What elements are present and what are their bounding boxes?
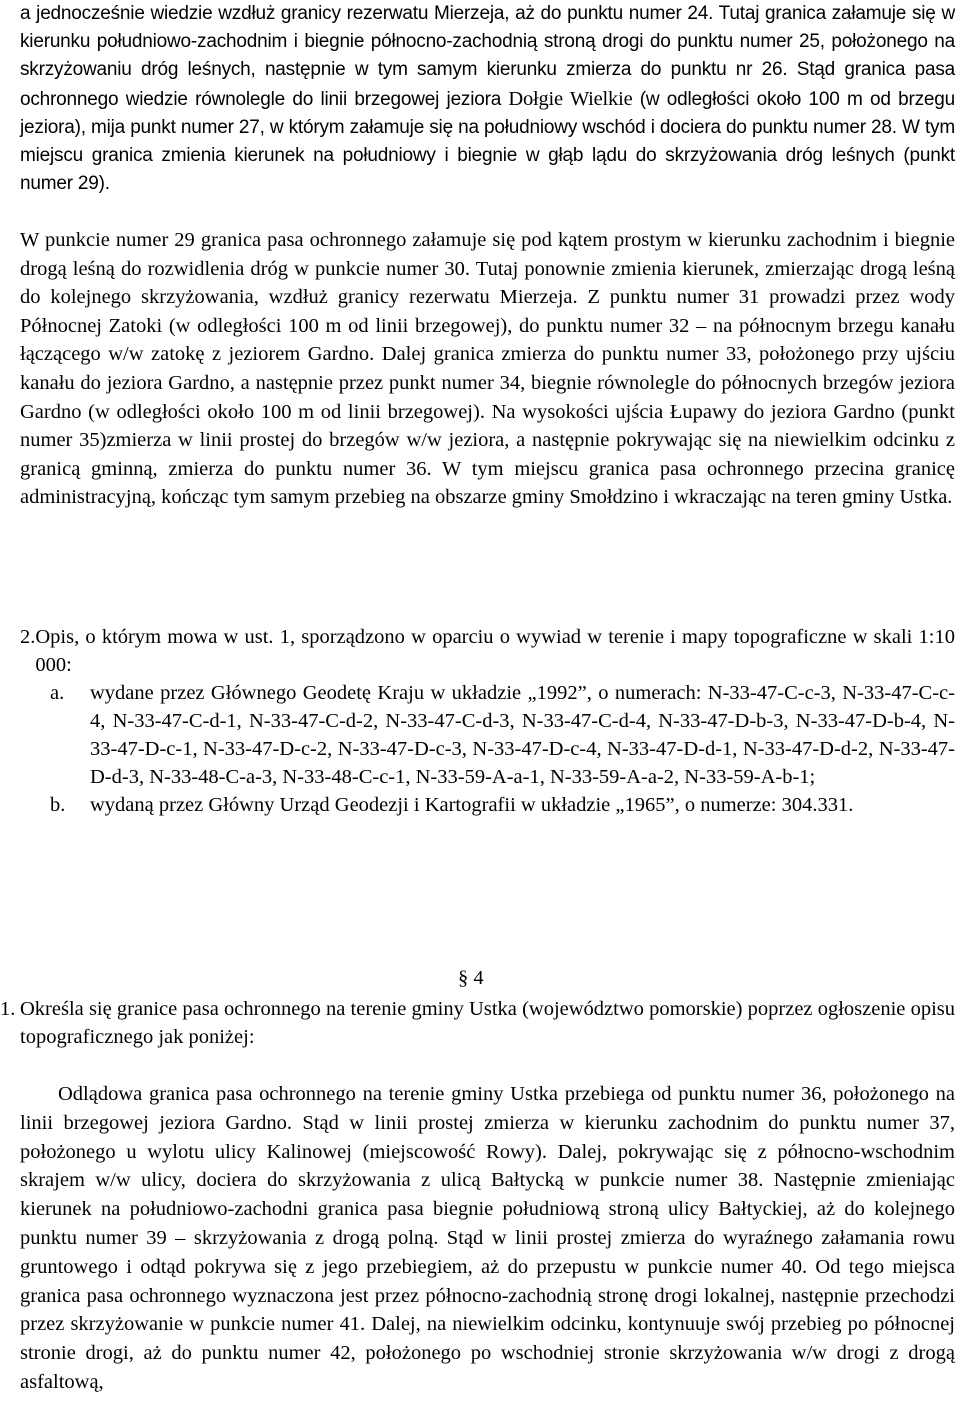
sub-list-text: wydane przez Głównego Geodetę Kraju w układzie „1992”, o numerach: N-33-47-C-c-3, N-33-47-C-c-4, N-33-47-C-d-1, N-33-47-C-d-2, N-33-47-C-d-3, N-33-47-C-d-4, N-33-47-D-b-3, N-33-47-D-b-4, N-33-47-D-c-1, N-33-47-D-c-2, N-33-47-D-c-3, N-33-47-D-c-4, N-33-47-D-d-1, N-33-47-D-d-2, N-33-47-D-d-3, N-33-48-C-a-3, N-33-48-C-c-1, N-33-59-A-a-1, N-33-59-A-a-2, N-33-59-A-b-1; bbox=[90, 682, 955, 788]
paragraph-boundary-description bbox=[20, 0, 955, 198]
sub-list-letter: a. bbox=[50, 682, 65, 704]
sub-list-item-a bbox=[50, 679, 955, 791]
list-number: 1. bbox=[0, 998, 16, 1020]
paragraph-text-sans: a jednocześnie wiedzie wzdłuż granicy rezerwatu Mierzeja, aż do punktu numer 24. Tutaj granica załamuje się w kierunku południowo-zachodnim i biegnie północno-zachodnią stroną drogi do punktu numer 25, położonego na skrzyżowaniu dróg leśnych, następnie w tym samym kierunku zmierza do punktu nr 26. Stąd granica pasa ochronnego wiedzie równolegle do linii brzegowej jeziora bbox=[20, 3, 955, 110]
section-heading: § 4 bbox=[458, 967, 484, 989]
paragraph-points-29-36: W punkcie numer 29 granica pasa ochronnego załamuje się pod kątem prostym w kierunku zachodnim i biegnie drogą leśną do rozwidlenia dróg w punkcie numer 30. Tutaj ponownie zmienia kierunek, zmierzając drogą leśną do kolejnego skrzyżowania, wzdłuż granicy rezerwatu Mierzeja. Z punktu numer 31 prowadzi przez wody Północnej Zatoki (w odległości 100 m od linii brzegowej), do punktu numer 32 – na północnym brzegu kanału łączącego w/w zatokę z jeziorem Gardno. Dalej granica zmierza do punktu numer 33, położonego przy ujściu kanału do jeziora Gardno, a następnie przez punkt numer 34, biegnie równolegle do północnych brzegów jeziora Gardno (w odległości około 100 m od linii brzegowej). Na wysokości ujścia Łupawy do jeziora Gardno (punkt numer 35)zmierza w linii prostej do brzegów w/w jeziora, a następnie pokrywając się na niewielkim odcinku z granicą gminną, zmierza do punktu numer 36. W tym miejscu granica pasa ochronnego przecina granicę administracyjną, kończąc tym samym przebieg na obszarze gminy Smołdzino i wkraczając na teren gminy Ustka. bbox=[20, 229, 955, 509]
list-number: 2. bbox=[20, 626, 36, 648]
numbered-list-section-4 bbox=[0, 995, 955, 1051]
sub-list-item-b bbox=[50, 791, 955, 819]
paragraph-ustka-boundary: Odlądowa granica pasa ochronnego na terenie gminy Ustka przebiega od punktu numer 36, położonego na linii brzegowej jeziora Gardno. Stąd w linii prostej zmierza w kierunku zachodnim do punktu numer 37, położonego u wylotu ulicy Kalinowej (miejscowość Rowy). Dalej, pokrywając się z północno-wschodnim skrajem w/w ulicy, dociera do skrzyżowania z ulicą Bałtycką w punkcie numer 38. Następnie zmieniając kierunek na południowo-zachodni granica pasa biegnie południową stroną ulicy Bałtyckiej, aż do kolejnego punktu numer 39 – skrzyżowania z drogą polną. Stąd w linii prostej zmierza do wyraźnego załamania rowu gruntowego i odtąd pokrywa się z jego przebiegiem, aż do przepustu w punkcie numer 40. Od tego miejsca granica pasa ochronnego wyznaczona jest przez północno-zachodnią stronę drogi lokalnej, następnie przechodzi przez skrzyżowanie w punkcie numer 41. Dalej, na niewielkim odcinku, kontynuuje swój przebieg po północnej stronie drogi, aż do punktu numer 42, położonego po wschodniej stronie skrzyżowania w/w drogi z drogą asfaltową, bbox=[20, 1083, 955, 1393]
list-item-text: Opis, o którym mowa w ust. 1, sporządzono w oparciu o wywiad w terenie i mapy topograficzne w skali 1:10 000: bbox=[35, 626, 955, 676]
sub-list-text: wydaną przez Główny Urząd Geodezji i Kartografii w układzie „1965”, o numerze: 304.331. bbox=[90, 794, 854, 816]
list-item-text: Określa się granice pasa ochronnego na terenie gminy Ustka (województwo pomorskie) poprzez ogłoszenie opisu topograficznego jak poniżej: bbox=[20, 998, 955, 1048]
numbered-list-maps bbox=[20, 623, 955, 819]
list-item-2 bbox=[20, 623, 955, 679]
list-item-1 bbox=[0, 995, 955, 1051]
paragraph-text-serif: Dołgie Wielkie bbox=[501, 87, 640, 110]
sub-list-letter: b. bbox=[50, 794, 66, 816]
paragraph-text-sans-continued: (w odległości około 100 m od brzegu jeziora), mija punkt numer 27, w którym załamuje się na południowy wschód i dociera do punktu numer 28. W tym miejscu granica zmienia kierunek na południowy i biegnie w głąb lądu do skrzyżowania dróg leśnych (punkt numer 29). bbox=[20, 88, 955, 195]
